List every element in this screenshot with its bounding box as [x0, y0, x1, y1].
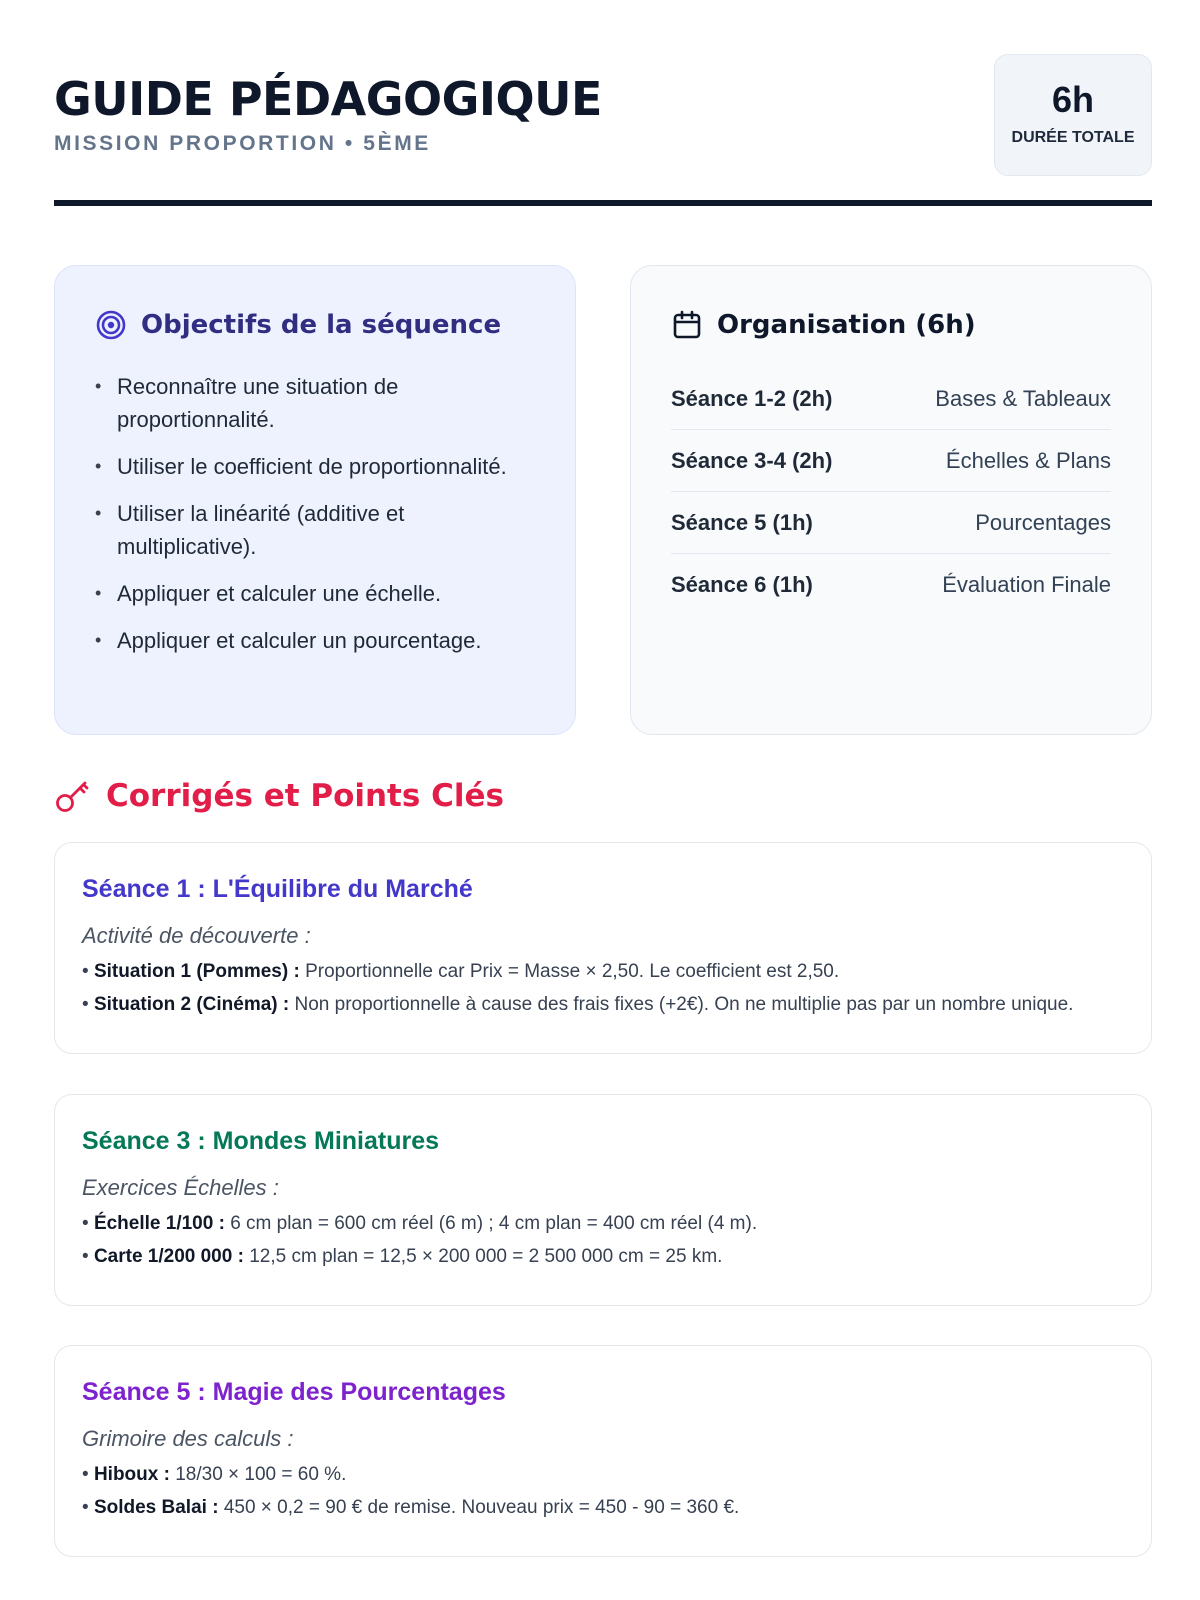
- session-line-text: 12,5 cm plan = 12,5 × 200 000 = 2 500 000 cm = 25 km.: [249, 1246, 723, 1267]
- objective-item: • Appliquer et calculer un pourcentage.: [95, 624, 535, 657]
- session-line-text: 450 × 0,2 = 90 € de remise. Nouveau prix = 450 - 90 = 360 €.: [223, 1497, 740, 1518]
- corriges-title: Corrigés et Points Clés: [106, 778, 504, 814]
- duration-badge: [994, 54, 1152, 176]
- objective-item: • Utiliser la linéarité (additive et multiplicative).: [95, 497, 535, 563]
- organisation-row: [671, 368, 1111, 430]
- session-subtitle: Activité de découverte :: [82, 923, 311, 948]
- session-line-lead: Hiboux :: [93, 1464, 170, 1485]
- session-line-lead: Situation 2 (Cinéma) :: [93, 994, 290, 1015]
- objectives-list: [95, 370, 535, 657]
- organisation-card: [630, 265, 1152, 735]
- session-line: • Situation 1 (Pommes) : Proportionnelle car Prix = Masse × 2,50. Le coefficient est 2,50.: [82, 961, 840, 982]
- session-line-text: 18/30 × 100 = 60 %.: [175, 1464, 347, 1485]
- duration-label: DURÉE TOTALE: [1011, 129, 1135, 146]
- objectives-card: [54, 265, 576, 735]
- organisation-row: [671, 430, 1111, 492]
- session-line-lead: Situation 1 (Pommes) :: [93, 961, 300, 982]
- organisation-session: Séance 5 (1h): [671, 509, 813, 535]
- session-card: [54, 1094, 1152, 1306]
- organisation-row: [671, 554, 1111, 616]
- objective-item: • Reconnaître une situation de proportionnalité.: [95, 370, 535, 436]
- session-title: Séance 1 : L'Équilibre du Marché: [82, 875, 473, 903]
- page-title: GUIDE PÉDAGOGIQUE: [54, 72, 602, 126]
- objective-item: • Appliquer et calculer une échelle.: [95, 577, 535, 610]
- organisation-title: Organisation (6h): [717, 310, 976, 340]
- session-line-lead: Carte 1/200 000 :: [93, 1246, 244, 1267]
- duration-value: 6h: [1051, 79, 1094, 120]
- session-title: Séance 5 : Magie des Pourcentages: [82, 1378, 506, 1406]
- session-line-lead: Échelle 1/100 :: [93, 1213, 225, 1234]
- page-header: [54, 54, 1152, 206]
- organisation-topic: Échelles & Plans: [945, 447, 1111, 473]
- session-line-text: Proportionnelle car Prix = Masse × 2,50. Le coefficient est 2,50.: [305, 961, 840, 982]
- session-subtitle: Grimoire des calculs :: [82, 1426, 294, 1451]
- objective-item: • Utiliser le coefficient de proportionnalité.: [95, 450, 535, 483]
- session-subtitle: Exercices Échelles :: [82, 1175, 279, 1200]
- session-line-text: Non proportionnelle à cause des frais fixes (+2€). On ne multiplie pas par un nombre unique.: [294, 994, 1074, 1015]
- session-line: • Hiboux : 18/30 × 100 = 60 %.: [82, 1464, 347, 1485]
- session-card: [54, 1345, 1152, 1557]
- objectives-title: Objectifs de la séquence: [141, 310, 502, 340]
- key-icon: [54, 777, 92, 815]
- organisation-session: Séance 1-2 (2h): [671, 385, 833, 411]
- organisation-topic: Évaluation Finale: [942, 572, 1111, 597]
- session-line-lead: Soldes Balai :: [93, 1497, 219, 1518]
- organisation-header: [671, 306, 1111, 344]
- session-line-text: 6 cm plan = 600 cm réel (6 m) ; 4 cm plan = 400 cm réel (4 m).: [230, 1213, 758, 1234]
- page: [54, 54, 1152, 1518]
- session-line: • Soldes Balai : 450 × 0,2 = 90 € de remise. Nouveau prix = 450 - 90 = 360 €.: [82, 1497, 740, 1518]
- session-line: • Carte 1/200 000 : 12,5 cm plan = 12,5 × 200 000 = 2 500 000 cm = 25 km.: [82, 1246, 723, 1267]
- organisation-row: [671, 492, 1111, 554]
- session-line: • Échelle 1/100 : 6 cm plan = 600 cm réel (6 m) ; 4 cm plan = 400 cm réel (4 m).: [82, 1213, 758, 1234]
- page-subtitle: MISSION PROPORTION • 5ÈME: [54, 132, 431, 155]
- session-line: • Situation 2 (Cinéma) : Non proportionnelle à cause des frais fixes (+2€). On ne multiplie pas par un nombre unique.: [82, 994, 1074, 1015]
- target-icon: [95, 309, 127, 341]
- organisation-session: Séance 6 (1h): [671, 572, 813, 597]
- corriges-header: [54, 774, 504, 818]
- organisation-topic: Pourcentages: [975, 509, 1111, 535]
- session-card: [54, 842, 1152, 1054]
- organisation-table: [671, 368, 1111, 616]
- objectives-header: [95, 306, 535, 344]
- session-title: Séance 3 : Mondes Miniatures: [82, 1127, 440, 1155]
- organisation-session: Séance 3-4 (2h): [671, 447, 833, 473]
- organisation-topic: Bases & Tableaux: [935, 385, 1111, 411]
- calendar-icon: [671, 309, 703, 341]
- overview-row: [54, 265, 1152, 735]
